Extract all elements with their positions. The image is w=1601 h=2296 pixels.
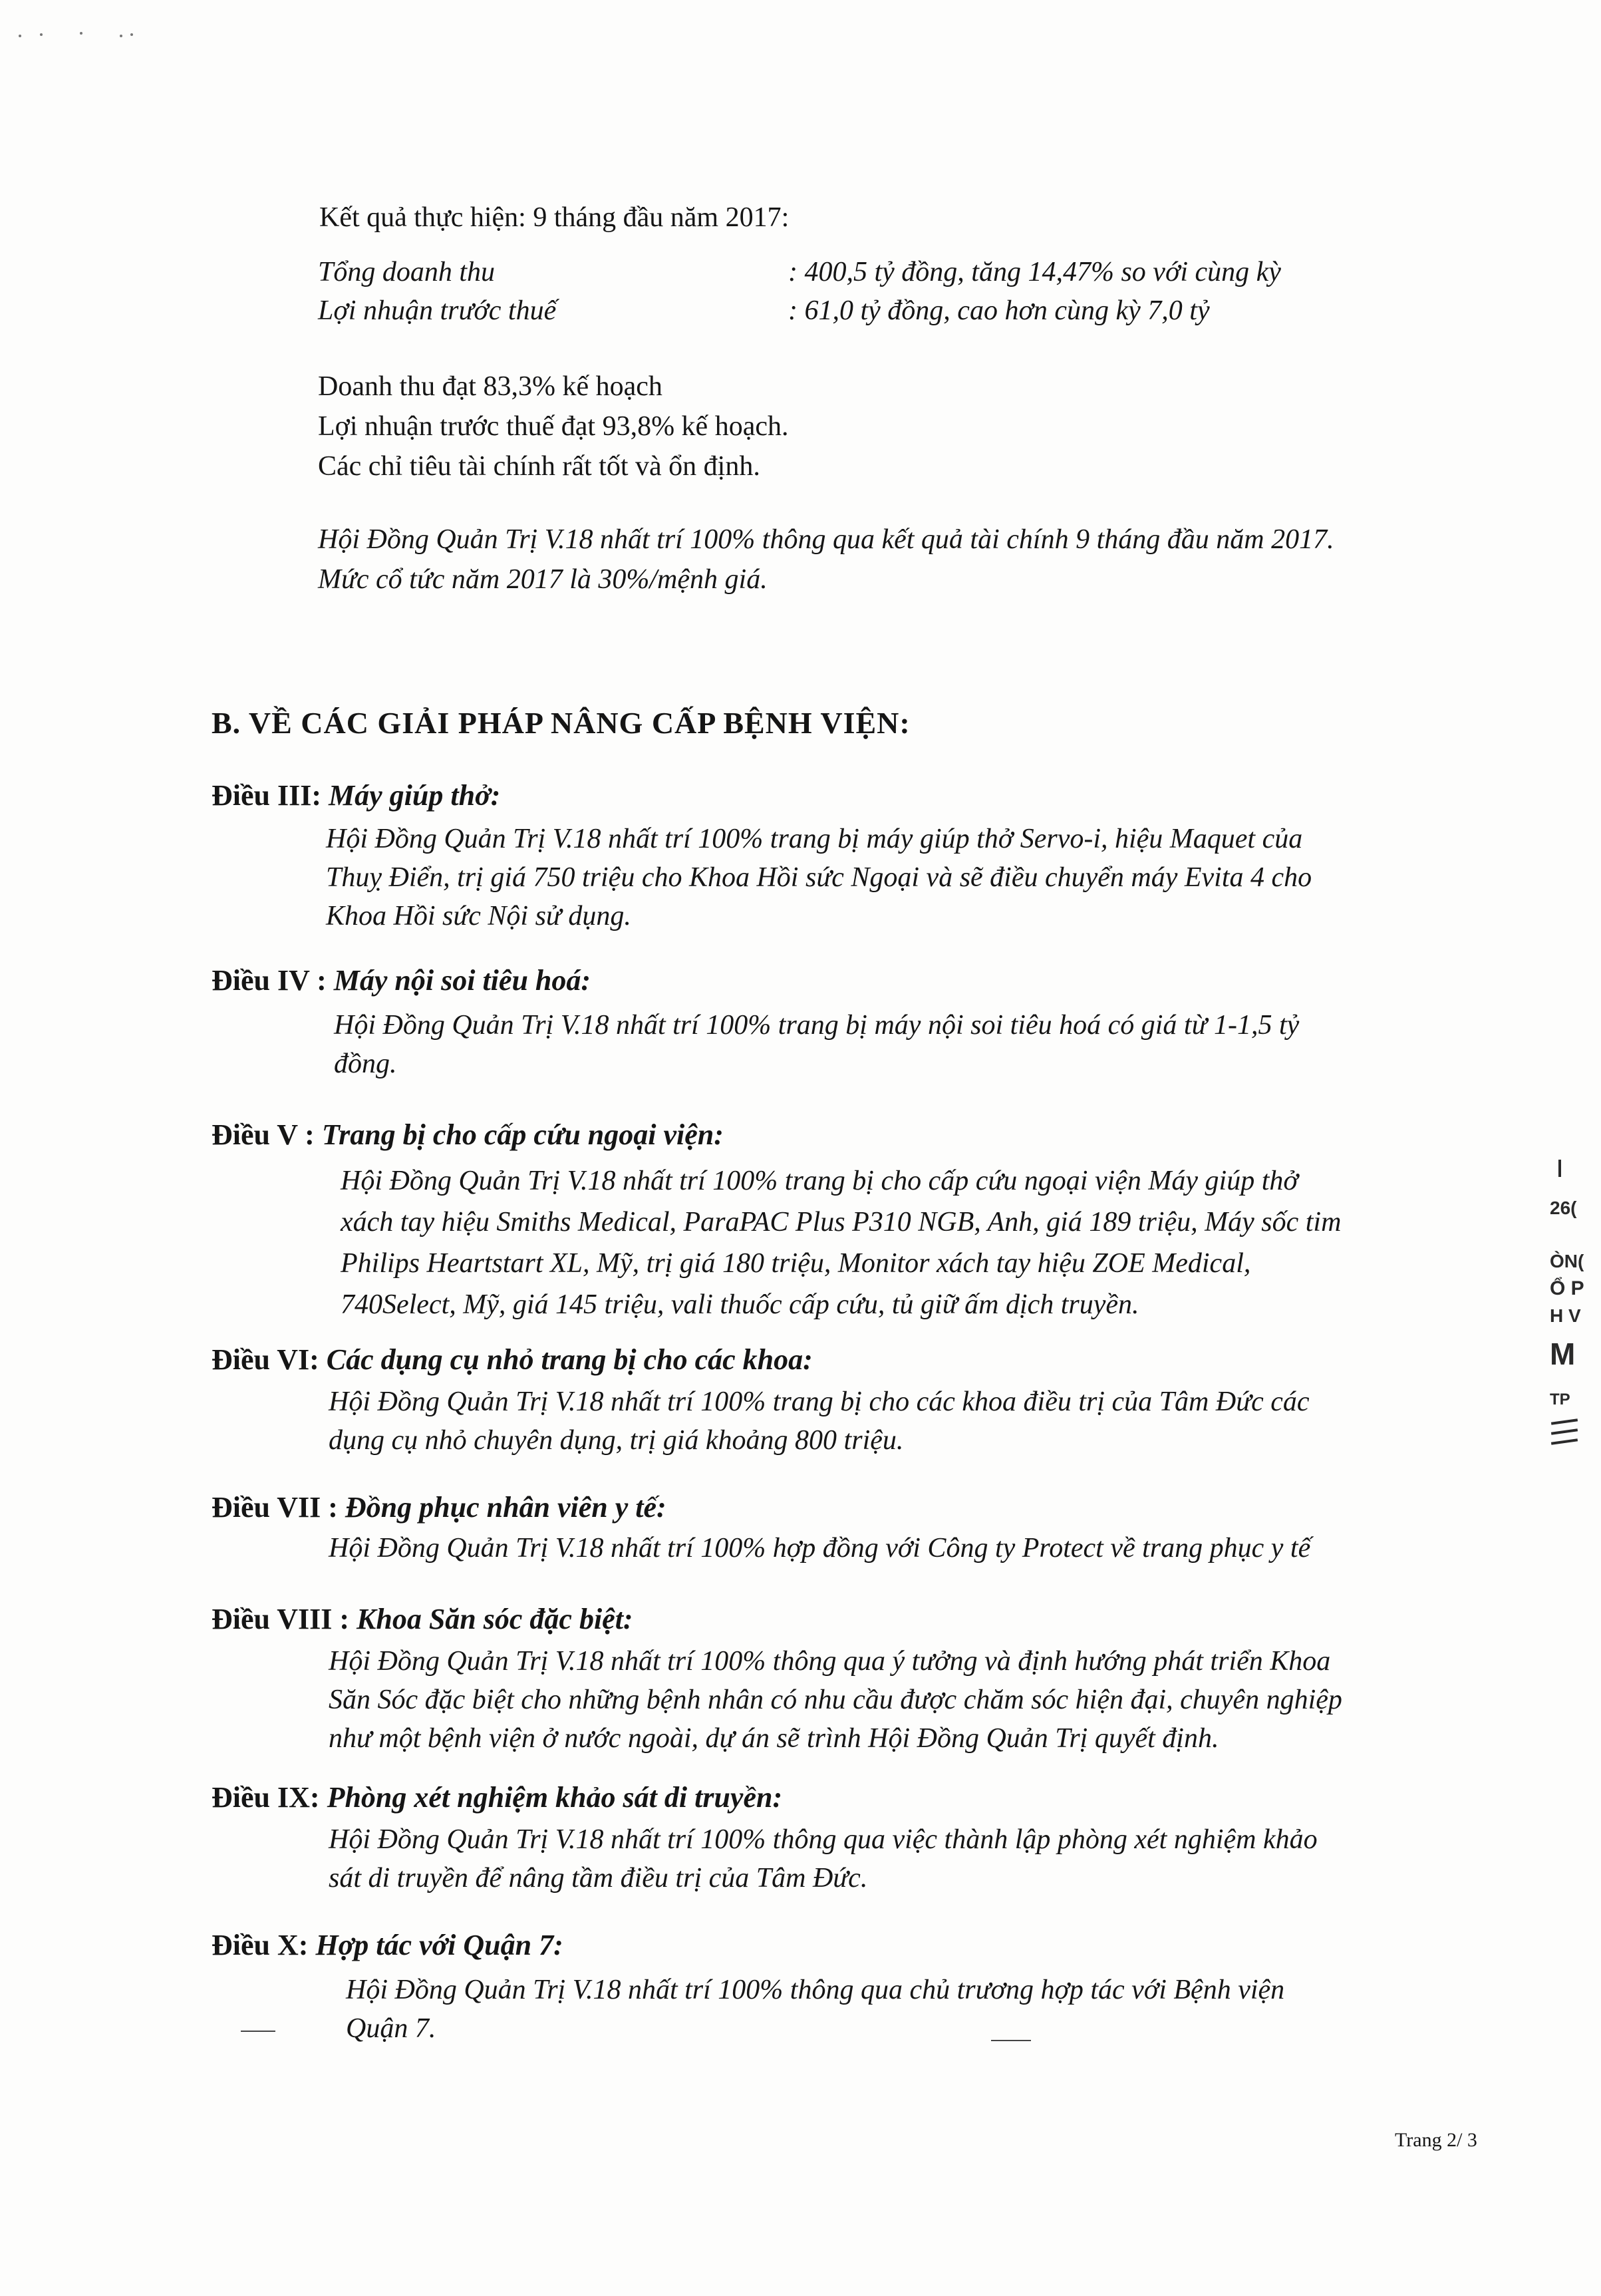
article-10-line: Hội Đồng Quản Trị V.18 nhất trí 100% thông qua chủ trương hợp tác với Bệnh viện bbox=[346, 1975, 1285, 2005]
results-label-profit: Lợi nhuận trước thuế bbox=[318, 295, 557, 326]
section-b-title: B. VỀ CÁC GIẢI PHÁP NÂNG CẤP BỆNH VIỆN: bbox=[212, 706, 911, 740]
article-5-line: 740Select, Mỹ, giá 145 triệu, vali thuốc cấp cứu, tủ giữ ấm dịch truyền. bbox=[341, 1289, 1139, 1320]
results-value-profit: : 61,0 tỷ đồng, cao hơn cùng kỳ 7,0 tỷ bbox=[788, 295, 1210, 326]
article-6-line: Hội Đồng Quản Trị V.18 nhất trí 100% trang bị cho các khoa điều trị của Tâm Đức các bbox=[329, 1387, 1310, 1417]
article-8-title: Khoa Săn sóc đặc biệt: bbox=[357, 1603, 633, 1635]
stamp-mark bbox=[1558, 1160, 1561, 1177]
scan-speck bbox=[130, 33, 133, 36]
article-9-label: Điều IX: bbox=[212, 1781, 320, 1814]
article-3-line: Hội Đồng Quản Trị V.18 nhất trí 100% trang bị máy giúp thở Servo-i, hiệu Maquet của bbox=[326, 824, 1303, 854]
scan-speck bbox=[19, 35, 21, 37]
article-10-title: Hợp tác với Quận 7: bbox=[315, 1929, 563, 1961]
article-9-heading bbox=[212, 1780, 782, 1814]
article-3-line: Thuỵ Điển, trị giá 750 triệu cho Khoa Hồi sức Ngoại và sẽ điều chuyển máy Evita 4 cho bbox=[326, 862, 1312, 893]
scan-dash bbox=[241, 2031, 275, 2032]
article-5-line: Philips Heartstart XL, Mỹ, trị giá 180 triệu, Monitor xách tay hiệu ZOE Medical, bbox=[341, 1248, 1251, 1279]
stamp-text: ÒN( bbox=[1550, 1251, 1584, 1271]
article-6-label: Điều VI: bbox=[212, 1343, 319, 1376]
article-8-line: như một bệnh viện ở nước ngoài, dự án sẽ trình Hội Đồng Quản Trị quyết định. bbox=[329, 1723, 1219, 1754]
article-9-title: Phòng xét nghiệm khảo sát di truyền: bbox=[327, 1781, 783, 1814]
note-revenue-plan: Doanh thu đạt 83,3% kế hoạch bbox=[318, 371, 662, 402]
article-4-line: Hội Đồng Quản Trị V.18 nhất trí 100% trang bị máy nội soi tiêu hoá có giá từ 1-1,5 tỷ bbox=[334, 1010, 1300, 1041]
article-3-title: Máy giúp thở: bbox=[329, 779, 501, 812]
stamp-text: 26( bbox=[1550, 1198, 1577, 1218]
stamp-text: Ổ P bbox=[1550, 1277, 1584, 1299]
article-8-line: Săn Sóc đặc biệt cho những bệnh nhân có nhu cầu được chăm sóc hiện đại, chuyên nghiệp bbox=[329, 1685, 1342, 1715]
article-3-label: Điều III: bbox=[212, 779, 322, 812]
article-3-heading bbox=[212, 778, 500, 812]
scan-speck bbox=[40, 33, 43, 36]
article-5-title: Trang bị cho cấp cứu ngoại viện: bbox=[321, 1118, 724, 1151]
article-5-label: Điều V : bbox=[212, 1118, 315, 1151]
results-label-revenue: Tổng doanh thu bbox=[318, 257, 496, 287]
results-heading: Kết quả thực hiện: 9 tháng đầu năm 2017: bbox=[319, 202, 790, 233]
article-4-title: Máy nội soi tiêu hoá: bbox=[333, 964, 591, 997]
article-9-line: Hội Đồng Quản Trị V.18 nhất trí 100% thông qua việc thành lập phòng xét nghiệm khảo bbox=[329, 1824, 1318, 1855]
article-6-heading bbox=[212, 1343, 813, 1377]
article-8-line: Hội Đồng Quản Trị V.18 nhất trí 100% thông qua ý tưởng và định hướng phát triển Khoa bbox=[329, 1646, 1331, 1677]
article-8-label: Điều VIII : bbox=[212, 1603, 350, 1635]
scan-speck bbox=[80, 32, 82, 35]
resolution-financial: Hội Đồng Quản Trị V.18 nhất trí 100% thông qua kết quả tài chính 9 tháng đầu năm 2017. bbox=[318, 524, 1334, 555]
stamp-mark bbox=[1551, 1428, 1578, 1435]
stamp-mark bbox=[1551, 1418, 1578, 1425]
stamp-text: TP bbox=[1550, 1391, 1570, 1408]
note-financial-indicators: Các chỉ tiêu tài chính rất tốt và ổn định. bbox=[318, 451, 760, 482]
stamp-mark bbox=[1551, 1438, 1578, 1445]
article-10-label: Điều X: bbox=[212, 1929, 309, 1961]
article-5-line: xách tay hiệu Smiths Medical, ParaPAC Plus P310 NGB, Anh, giá 189 triệu, Máy sốc tim bbox=[341, 1207, 1342, 1237]
article-7-heading bbox=[212, 1490, 666, 1524]
article-6-title: Các dụng cụ nhỏ trang bị cho các khoa: bbox=[326, 1343, 813, 1376]
stamp-text: M bbox=[1550, 1337, 1576, 1371]
results-value-revenue: : 400,5 tỷ đồng, tăng 14,47% so với cùng kỳ bbox=[788, 257, 1281, 287]
note-profit-plan: Lợi nhuận trước thuế đạt 93,8% kế hoạch. bbox=[318, 411, 789, 442]
page-number: Trang 2/ 3 bbox=[1395, 2129, 1477, 2151]
article-6-line: dụng cụ nhỏ chuyên dụng, trị giá khoảng 800 triệu. bbox=[329, 1425, 904, 1456]
article-10-line: Quận 7. bbox=[346, 2013, 436, 2044]
stamp-text: H V bbox=[1550, 1305, 1581, 1326]
resolution-dividend: Mức cổ tức năm 2017 là 30%/mệnh giá. bbox=[318, 564, 768, 595]
article-5-heading bbox=[212, 1118, 724, 1152]
scan-speck bbox=[120, 35, 122, 37]
article-7-line: Hội Đồng Quản Trị V.18 nhất trí 100% hợp đồng với Công ty Protect về trang phục y tế bbox=[329, 1533, 1311, 1563]
article-4-heading bbox=[212, 963, 591, 997]
article-10-heading bbox=[212, 1928, 563, 1962]
article-7-title: Đồng phục nhân viên y tế: bbox=[345, 1491, 666, 1524]
article-8-heading bbox=[212, 1602, 633, 1636]
article-3-line: Khoa Hồi sức Nội sử dụng. bbox=[326, 901, 631, 931]
margin-stamp bbox=[1550, 1158, 1601, 1490]
article-9-line: sát di truyền để nâng tầm điều trị của Tâm Đức. bbox=[329, 1863, 868, 1893]
article-7-label: Điều VII : bbox=[212, 1491, 338, 1524]
article-4-line: đồng. bbox=[334, 1049, 397, 1079]
article-4-label: Điều IV : bbox=[212, 964, 327, 997]
scan-dash bbox=[991, 2040, 1031, 2041]
article-5-line: Hội Đồng Quản Trị V.18 nhất trí 100% trang bị cho cấp cứu ngoại viện Máy giúp thở bbox=[341, 1166, 1298, 1196]
